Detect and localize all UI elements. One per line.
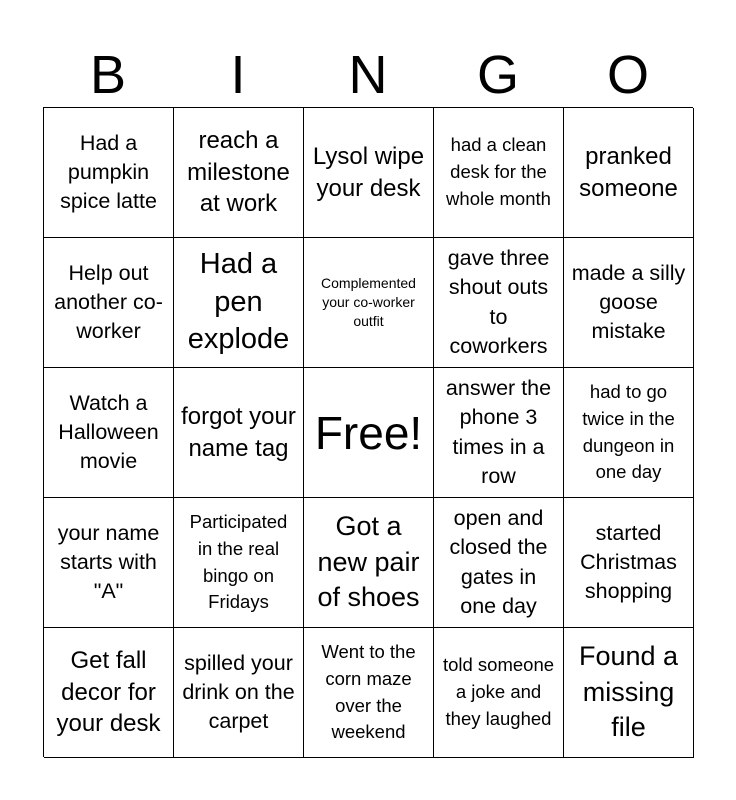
bingo-cell[interactable]	[304, 498, 434, 628]
cell-text: made a silly goose mistake	[571, 260, 686, 343]
bingo-cell[interactable]	[174, 368, 304, 498]
cell-text: gave three shout outs to coworkers	[447, 246, 550, 358]
bingo-cell[interactable]	[44, 108, 174, 238]
cell-text: Found a missing file	[578, 640, 679, 743]
bingo-cell[interactable]	[174, 108, 304, 238]
cell-text: Went to the corn maze over the weekend	[321, 640, 416, 743]
cell-text: Help out another co-worker	[54, 260, 163, 343]
bingo-cell[interactable]	[564, 238, 694, 368]
bingo-cell[interactable]	[434, 368, 564, 498]
cell-text: had a clean desk for the whole month	[446, 134, 551, 209]
bingo-board	[43, 107, 693, 757]
bingo-cell[interactable]	[304, 628, 434, 758]
cell-text: Had a pumpkin spice latte	[60, 130, 157, 213]
header-letter-i: I	[230, 45, 246, 105]
bingo-cell[interactable]	[564, 108, 694, 238]
bingo-cell[interactable]	[304, 238, 434, 368]
cell-text: Participated in the real bingo on Fridays	[189, 510, 288, 613]
cell-text: started Christmas shopping	[580, 520, 677, 603]
bingo-cell[interactable]	[434, 498, 564, 628]
header-letter-n: N	[348, 45, 388, 105]
free-cell[interactable]	[304, 368, 434, 498]
cell-text: told someone a joke and they laughed	[442, 654, 555, 729]
bingo-cell[interactable]	[564, 628, 694, 758]
header-letter-o: O	[606, 45, 649, 105]
cell-text: Watch a Halloween movie	[58, 390, 159, 473]
header-letter-g: G	[476, 45, 519, 105]
cell-text: your name starts with "A"	[57, 520, 160, 603]
header-letter-b: B	[89, 45, 127, 105]
bingo-cell[interactable]	[44, 238, 174, 368]
bingo-cell[interactable]	[44, 368, 174, 498]
bingo-cell[interactable]	[434, 108, 564, 238]
bingo-cell[interactable]	[174, 628, 304, 758]
bingo-cell[interactable]	[564, 368, 694, 498]
cell-text: Lysol wipe your desk	[312, 142, 425, 202]
cell-text: Complemented your co-worker outfit	[321, 275, 416, 329]
cell-text: had to go twice in the dungeon in one day	[582, 380, 675, 483]
cell-text: forgot your name tag	[181, 402, 296, 462]
bingo-cell[interactable]	[304, 108, 434, 238]
bingo-cell[interactable]	[44, 498, 174, 628]
free-text: Free!	[314, 406, 423, 459]
bingo-cell[interactable]	[174, 498, 304, 628]
cell-text: Get fall decor for your desk	[56, 646, 161, 738]
bingo-cell[interactable]	[174, 238, 304, 368]
bingo-cell[interactable]	[434, 238, 564, 368]
cell-text: spilled your drink on the carpet	[182, 650, 295, 733]
cell-text: pranked someone	[579, 142, 678, 202]
cell-text: open and closed the gates in one day	[449, 506, 548, 618]
cell-text: reach a milestone at work	[187, 126, 290, 218]
bingo-header	[43, 42, 693, 108]
cell-text: answer the phone 3 times in a row	[445, 376, 552, 488]
cell-text: Had a pen explode	[187, 247, 290, 356]
cell-text: Got a new pair of shoes	[317, 510, 420, 613]
bingo-cell[interactable]	[434, 628, 564, 758]
bingo-cell[interactable]	[564, 498, 694, 628]
bingo-cell[interactable]	[44, 628, 174, 758]
